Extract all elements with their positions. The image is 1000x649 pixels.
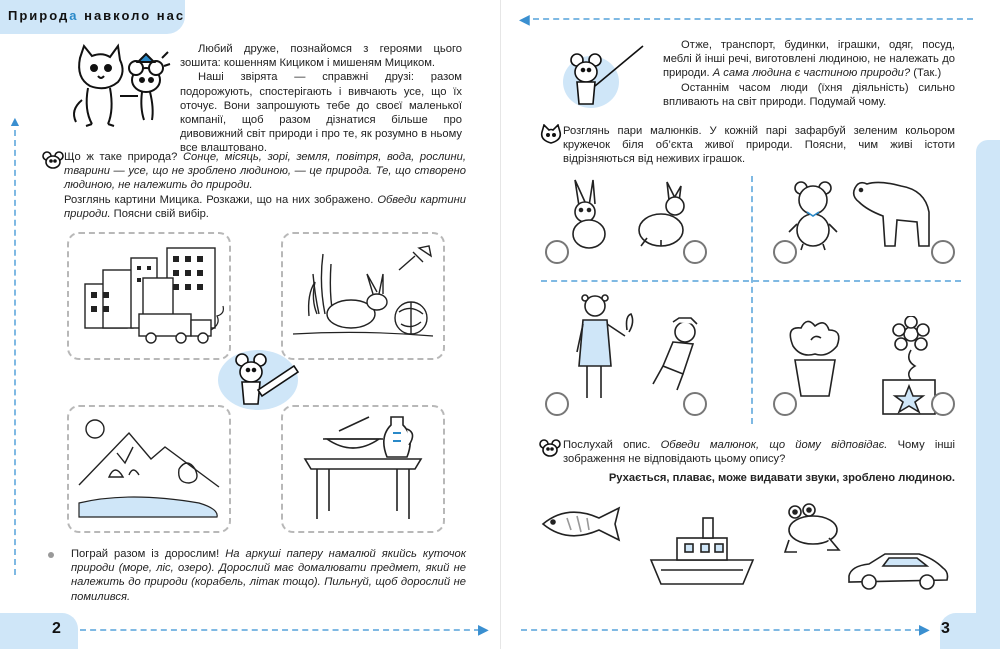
ship-drawing[interactable]	[647, 516, 757, 588]
frame-line-left	[14, 120, 16, 575]
page-number: 2	[52, 620, 61, 637]
page-number-right: 3	[941, 620, 950, 637]
answer-circle-3b[interactable]	[683, 392, 707, 416]
picture-city[interactable]	[67, 232, 231, 360]
task2-text: Пограй разом із дорослим! На аркуші паперу намалюй якийсь куточок природи (море, ліс, озеро). Дорослий має домалювати предмет, який не належить до природи (корабель, літак тощо). Пильнуй, щоб дорослий не помилився.	[71, 548, 466, 603]
answer-circle-4a[interactable]	[773, 392, 797, 416]
picture-mountains-lake[interactable]	[67, 405, 231, 533]
real-bear-drawing	[849, 176, 935, 248]
answer-circle-4b[interactable]	[931, 392, 955, 416]
mouse-with-pointer-illustration	[561, 38, 647, 112]
answer-circle-2b[interactable]	[931, 240, 955, 264]
mouse-head-icon	[42, 150, 64, 170]
toy-bear-drawing	[783, 176, 843, 252]
answer-circle-1a[interactable]	[545, 240, 569, 264]
picture-table-dishes[interactable]	[281, 405, 445, 533]
frame-line-bottom	[80, 629, 480, 631]
section-title: Природа навколо нас	[8, 8, 186, 23]
frame-line-bottom-right	[521, 629, 921, 631]
frog-drawing[interactable]	[781, 500, 845, 556]
answer-circle-2a[interactable]	[773, 240, 797, 264]
answer-circle-3a[interactable]	[545, 392, 569, 416]
mouse-with-pencil-illustration	[218, 346, 302, 416]
side-band	[976, 140, 1000, 649]
task4-description: Рухається, плаває, може видавати звуки, зроблено людиною.	[608, 472, 955, 484]
cat-and-mouse-illustration	[62, 40, 172, 130]
mouse-head-icon-2	[539, 438, 561, 458]
task4-text: Послухай опис. Обведи малюнок, що йому відповідає. Чому інші зображення не відповідають цьому опису?	[563, 439, 955, 466]
bullet-point	[48, 552, 54, 558]
arrow-up-icon: ▲	[8, 113, 22, 129]
grid-divider-horizontal	[541, 280, 961, 282]
arrow-right-icon-2: ▶	[919, 621, 930, 637]
arrow-left-icon: ◀	[519, 11, 530, 27]
car-drawing[interactable]	[845, 548, 951, 592]
intro-text: Любий друже, познайомся з героями цього зошита: кошенням Кициком і мишеням Мициком. Наші звірята — справжні друзі: разом подорожують, спостерігають і вивчають усе, що їх оточує. Вони запрошують тебе до своєї маленької компанії, щоб разом дізнатися більше про дивовижний світ природи і про те, як розумно в ньому все влаштовано.	[180, 43, 462, 155]
right-intro-text: Отже, транспорт, будинки, іграшки, одяг, посуд, меблі й інші речі, виготовлені людиною, не належать до природи. А сама людина є частиною природи? (Так.) Останнім часом люди (їхня діяльність) сильно впливають на світ природи. Подумай чому.	[663, 39, 955, 108]
task3-text: Розглянь пари малюнків. У кожній парі зафарбуй зеленим кольором кружечок біля об’єкта живої природи. Поясни, чим живі істоти відрізняються від неживих іграшок.	[563, 125, 955, 166]
doll-drawing	[649, 316, 707, 392]
task1-text: Що ж таке природа? Сонце, місяць, зорі, земля, повітря, вода, рослини, тварини — усе, що не зроблено людиною, — це природа. Те, що створено людиною, не належить до природи. Розглянь картини Мицика. Розкажи, що на них зображено. Обведи картини природи. Поясни свій вибір.	[64, 151, 466, 220]
girl-drawing	[571, 292, 641, 404]
potted-plant-drawing	[781, 316, 849, 398]
cat-head-icon	[539, 124, 563, 146]
frame-line-top	[533, 18, 973, 20]
answer-circle-1b[interactable]	[683, 240, 707, 264]
real-rabbit-drawing	[559, 176, 619, 252]
right-page	[500, 0, 1000, 649]
arrow-right-icon: ▶	[478, 621, 489, 637]
picture-rabbit-cabbage[interactable]	[281, 232, 445, 360]
toy-rabbit-drawing	[631, 180, 691, 252]
grid-divider-vertical	[751, 176, 753, 424]
page-number-band	[0, 613, 78, 649]
fish-drawing[interactable]	[537, 504, 627, 544]
